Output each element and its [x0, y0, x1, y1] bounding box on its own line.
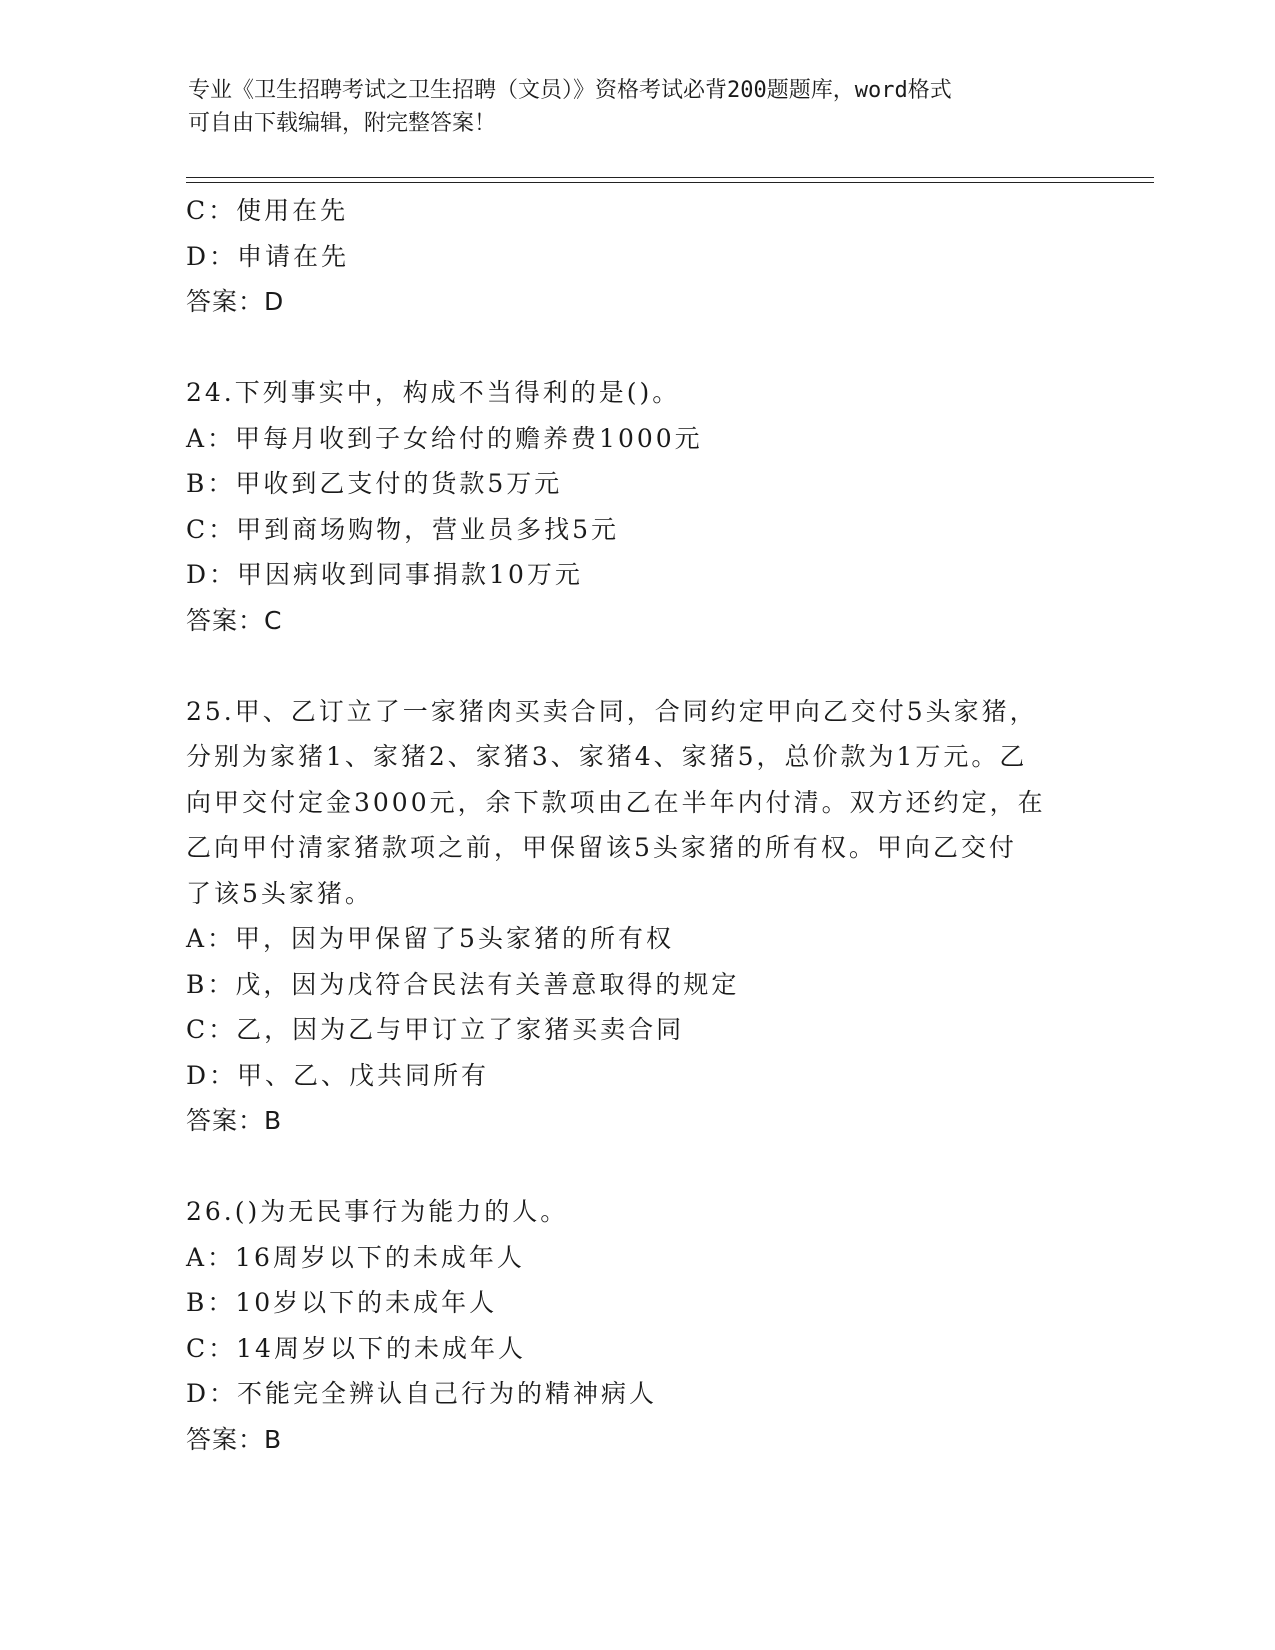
- spacer: [186, 643, 1086, 689]
- question-stem: 向甲交付定金3000元，余下款项由乙在半年内付清。双方还约定，在: [186, 787, 1046, 817]
- spacer: [186, 1144, 1086, 1190]
- question-list: [186, 188, 1086, 1462]
- answer-line: 答案：B: [186, 1424, 283, 1454]
- question-partial: [186, 188, 1086, 325]
- option-line: D：申请在先: [186, 241, 350, 271]
- option-line: D：不能完全辨认自己行为的精神病人: [186, 1379, 658, 1408]
- option-line: A：16周岁以下的未成年人: [186, 1242, 525, 1272]
- option-line: C：14周岁以下的未成年人: [186, 1333, 526, 1363]
- option-line: C：乙，因为乙与甲订立了家猪买卖合同: [186, 1015, 685, 1044]
- option-line: C：使用在先: [186, 196, 349, 225]
- option-line: B：甲收到乙支付的货款5万元: [186, 469, 563, 498]
- question-stem: 25.甲、乙订立了一家猪肉买卖合同，合同约定甲向乙交付5头家猪，: [186, 696, 1038, 726]
- question-stem: 26.()为无民事行为能力的人。: [186, 1197, 569, 1226]
- question-stem: 了该5头家猪。: [186, 878, 373, 908]
- question-25: [186, 689, 1086, 1144]
- option-line: B：10岁以下的未成年人: [186, 1288, 498, 1317]
- question-stem: 24.下列事实中，构成不当得利的是()。: [186, 378, 681, 407]
- option-line: A：甲，因为甲保留了5头家猪的所有权: [186, 924, 674, 953]
- header-line-2: 可自由下载编辑，附完整答案！: [188, 111, 497, 136]
- question-26: [186, 1189, 1086, 1462]
- option-line: B：戊，因为戊符合民法有关善意取得的规定: [186, 969, 740, 999]
- question-24: [186, 370, 1086, 643]
- option-line: D：甲因病收到同事捐款10万元: [186, 560, 583, 589]
- spacer: [186, 325, 1086, 371]
- header-divider-bottom: [186, 182, 1154, 183]
- question-stem: 分别为家猪1、家猪2、家猪3、家猪4、家猪5，总价款为1万元。乙: [186, 742, 1028, 771]
- header-line-1: 专业《卫生招聘考试之卫生招聘（文员）》资格考试必背200题题库，word格式: [188, 78, 952, 103]
- answer-line: 答案：C: [186, 605, 283, 635]
- document-header: [188, 74, 1088, 140]
- option-line: C：甲到商场购物，营业员多找5元: [186, 514, 620, 544]
- header-divider-top: [186, 177, 1154, 178]
- option-line: A：甲每月收到子女给付的赡养费1000元: [186, 423, 703, 453]
- option-line: D：甲、乙、戊共同所有: [186, 1060, 490, 1090]
- answer-line: 答案：B: [186, 1106, 283, 1135]
- question-stem: 乙向甲付清家猪款项之前，甲保留该5头家猪的所有权。甲向乙交付: [186, 833, 1017, 862]
- answer-line: 答案：D: [186, 287, 285, 316]
